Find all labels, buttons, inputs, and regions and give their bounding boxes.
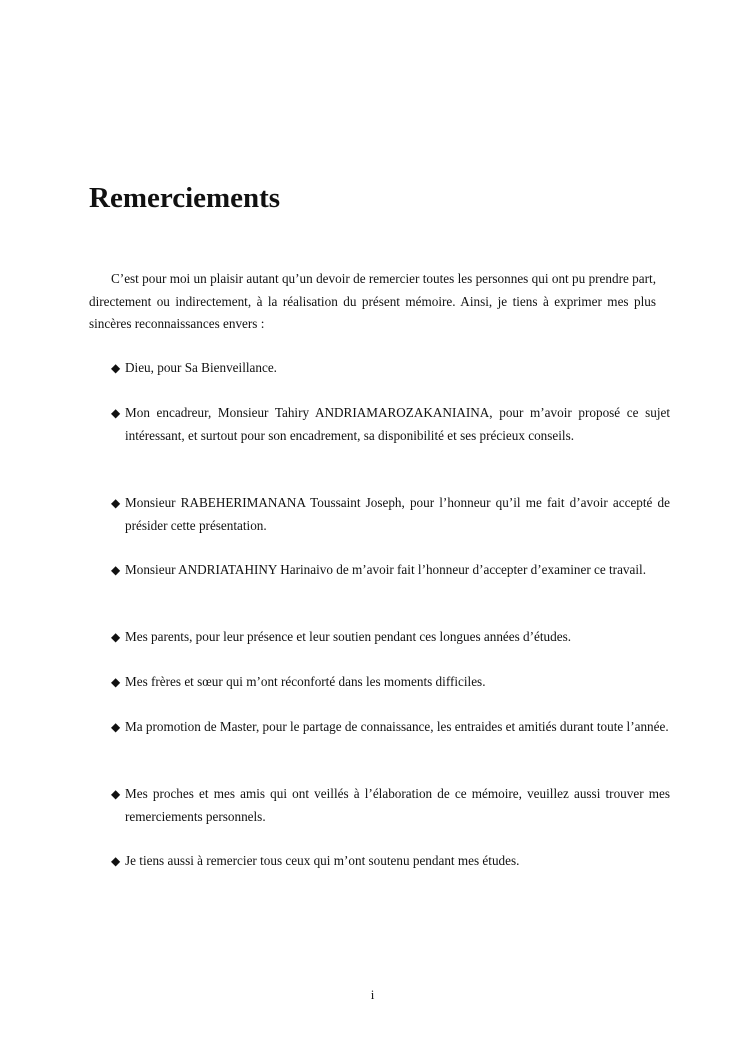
list-item-text: Dieu, pour Sa Bienveillance. <box>125 360 277 375</box>
list-item <box>111 850 670 873</box>
diamond-bullet-icon: ◆ <box>111 787 121 801</box>
list-item <box>111 626 670 649</box>
diamond-bullet-icon: ◆ <box>111 675 121 689</box>
list-item-text: Monsieur ANDRIATAHINY Harinaivo de m’avoir fait l’honneur d’accepter d’examiner ce travail. <box>125 562 646 577</box>
list-item-text: Mes proches et mes amis qui ont veillés à l’élaboration de ce mémoire, veuillez aussi trouver mes remerciements personnels. <box>125 786 670 824</box>
diamond-bullet-icon: ◆ <box>111 361 121 375</box>
diamond-bullet-icon: ◆ <box>111 630 121 644</box>
diamond-bullet-icon: ◆ <box>111 563 121 577</box>
diamond-bullet-icon: ◆ <box>111 406 121 420</box>
list-item <box>111 716 670 739</box>
intro-paragraph: C’est pour moi un plaisir autant qu’un devoir de remercier toutes les personnes qui ont pu prendre part, directement ou indirectement, à la réalisation du présent mémoire. Ainsi, je tiens à exprimer mes plus sincères reconnaissances envers : <box>89 271 656 332</box>
list-item-text: Monsieur RABEHERIMANANA Toussaint Joseph, pour l’honneur qu’il me fait d’avoir accepté de présider cette présentation. <box>125 495 670 533</box>
list-item <box>111 671 670 694</box>
list-item <box>111 559 670 582</box>
list-item-text: Mes frères et sœur qui m’ont réconforté dans les moments difficiles. <box>125 674 486 689</box>
list-item-text: Je tiens aussi à remercier tous ceux qui m’ont soutenu pendant mes études. <box>125 853 520 868</box>
list-item-text: Mes parents, pour leur présence et leur soutien pendant ces longues années d’études. <box>125 629 572 644</box>
list-item <box>111 357 670 380</box>
list-item <box>111 402 670 447</box>
list-item <box>111 783 670 828</box>
diamond-bullet-icon: ◆ <box>111 496 121 510</box>
page-number: i <box>370 987 375 1002</box>
list-item <box>111 492 670 537</box>
diamond-bullet-icon: ◆ <box>111 720 121 734</box>
page-title: Remerciements <box>89 182 281 214</box>
diamond-bullet-icon: ◆ <box>111 854 121 868</box>
list-item-text: Ma promotion de Master, pour le partage de connaissance, les entraides et amitiés durant toute l’année. <box>125 719 669 734</box>
list-item-text: Mon encadreur, Monsieur Tahiry ANDRIAMAROZAKANIAINA, pour m’avoir proposé ce sujet intéressant, et surtout pour son encadrement, sa disponibilité et ses précieux conseils. <box>125 405 670 443</box>
